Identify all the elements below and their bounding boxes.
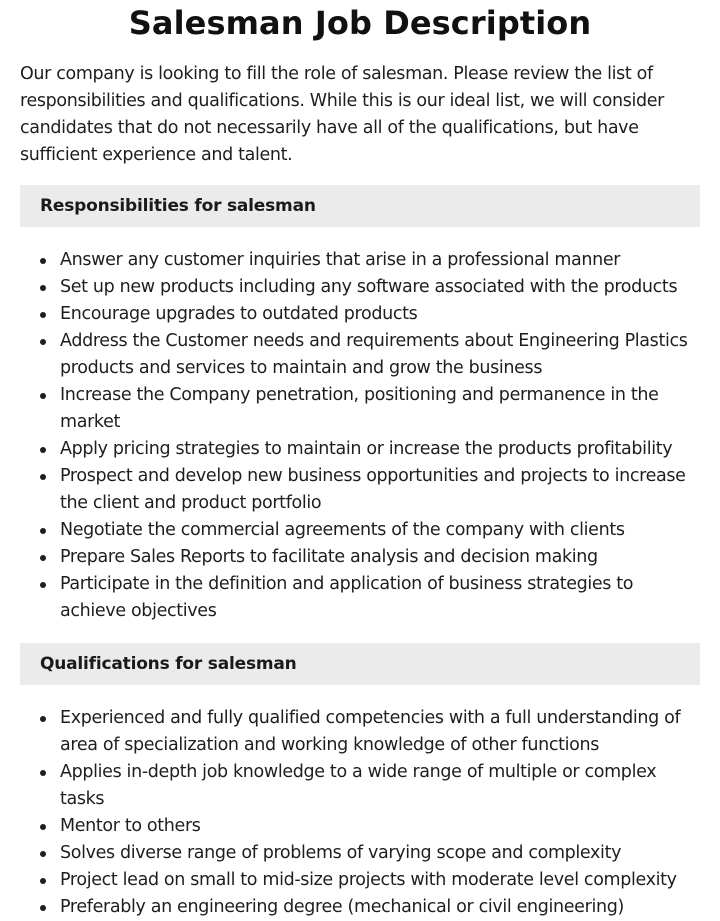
list-item-text: Prospect and develop new business opportunities and projects to increase the client and product portfolio xyxy=(60,466,686,513)
list-item xyxy=(60,759,700,813)
bullet-icon xyxy=(40,339,46,345)
bullet-icon xyxy=(40,824,46,830)
list-item-text: Apply pricing strategies to maintain or increase the products profitability xyxy=(60,439,673,459)
list-item xyxy=(60,705,700,759)
list-item-text: Project lead on small to mid-size projects with moderate level complexity xyxy=(60,870,677,890)
bullet-icon xyxy=(40,582,46,588)
list-item-text: Set up new products including any software associated with the products xyxy=(60,277,678,297)
list-item xyxy=(60,544,700,571)
bullet-icon xyxy=(40,474,46,480)
list-item xyxy=(60,517,700,544)
list-item xyxy=(60,867,700,894)
list-item xyxy=(60,571,700,625)
page-title: Salesman Job Description xyxy=(128,4,592,42)
list-item-text: Preferably an engineering degree (mechanical or civil engineering) xyxy=(60,897,624,917)
bullet-icon xyxy=(40,716,46,722)
list-item-text: Increase the Company penetration, positioning and permanence in the market xyxy=(60,385,659,432)
bullet-icon xyxy=(40,312,46,318)
list-item-text: Solves diverse range of problems of varying scope and complexity xyxy=(60,843,622,863)
list-item xyxy=(60,247,700,274)
list-item xyxy=(60,328,700,382)
list-item-text: Participate in the definition and application of business strategies to achieve objectives xyxy=(60,574,634,621)
list-item xyxy=(60,301,700,328)
list-item-text: Answer any customer inquiries that arise in a professional manner xyxy=(60,250,621,270)
list-item xyxy=(60,840,700,867)
bullet-icon xyxy=(40,393,46,399)
list-item xyxy=(60,382,700,436)
bullet-icon xyxy=(40,285,46,291)
qualifications-list xyxy=(20,705,700,921)
list-item xyxy=(60,463,700,517)
list-item-text: Negotiate the commercial agreements of the company with clients xyxy=(60,520,625,540)
list-item xyxy=(60,813,700,840)
bullet-icon xyxy=(40,905,46,911)
bullet-icon xyxy=(40,770,46,776)
responsibilities-list xyxy=(20,247,700,625)
list-item-text: Encourage upgrades to outdated products xyxy=(60,304,418,324)
bullet-icon xyxy=(40,447,46,453)
bullet-icon xyxy=(40,878,46,884)
intro-paragraph: Our company is looking to fill the role of salesman. Please review the list of responsibilities and qualifications. While this is our ideal list, we will consider candidates that do not necessarily have all of the qualifications, but have sufficient experience and talent. xyxy=(20,64,664,165)
responsibilities-heading: Responsibilities for salesman xyxy=(20,185,700,227)
list-item-text: Mentor to others xyxy=(60,816,201,836)
list-item-text: Address the Customer needs and requirements about Engineering Plastics products and services to maintain and grow the business xyxy=(60,331,688,378)
bullet-icon xyxy=(40,528,46,534)
bullet-icon xyxy=(40,258,46,264)
bullet-icon xyxy=(40,555,46,561)
list-item xyxy=(60,436,700,463)
list-item xyxy=(60,274,700,301)
list-item xyxy=(60,894,700,921)
list-item-text: Experienced and fully qualified competencies with a full understanding of area of specialization and working knowledge of other functions xyxy=(60,708,681,755)
list-item-text: Prepare Sales Reports to facilitate analysis and decision making xyxy=(60,547,598,567)
qualifications-heading: Qualifications for salesman xyxy=(20,643,700,685)
list-item-text: Applies in-depth job knowledge to a wide range of multiple or complex tasks xyxy=(60,762,657,809)
bullet-icon xyxy=(40,851,46,857)
